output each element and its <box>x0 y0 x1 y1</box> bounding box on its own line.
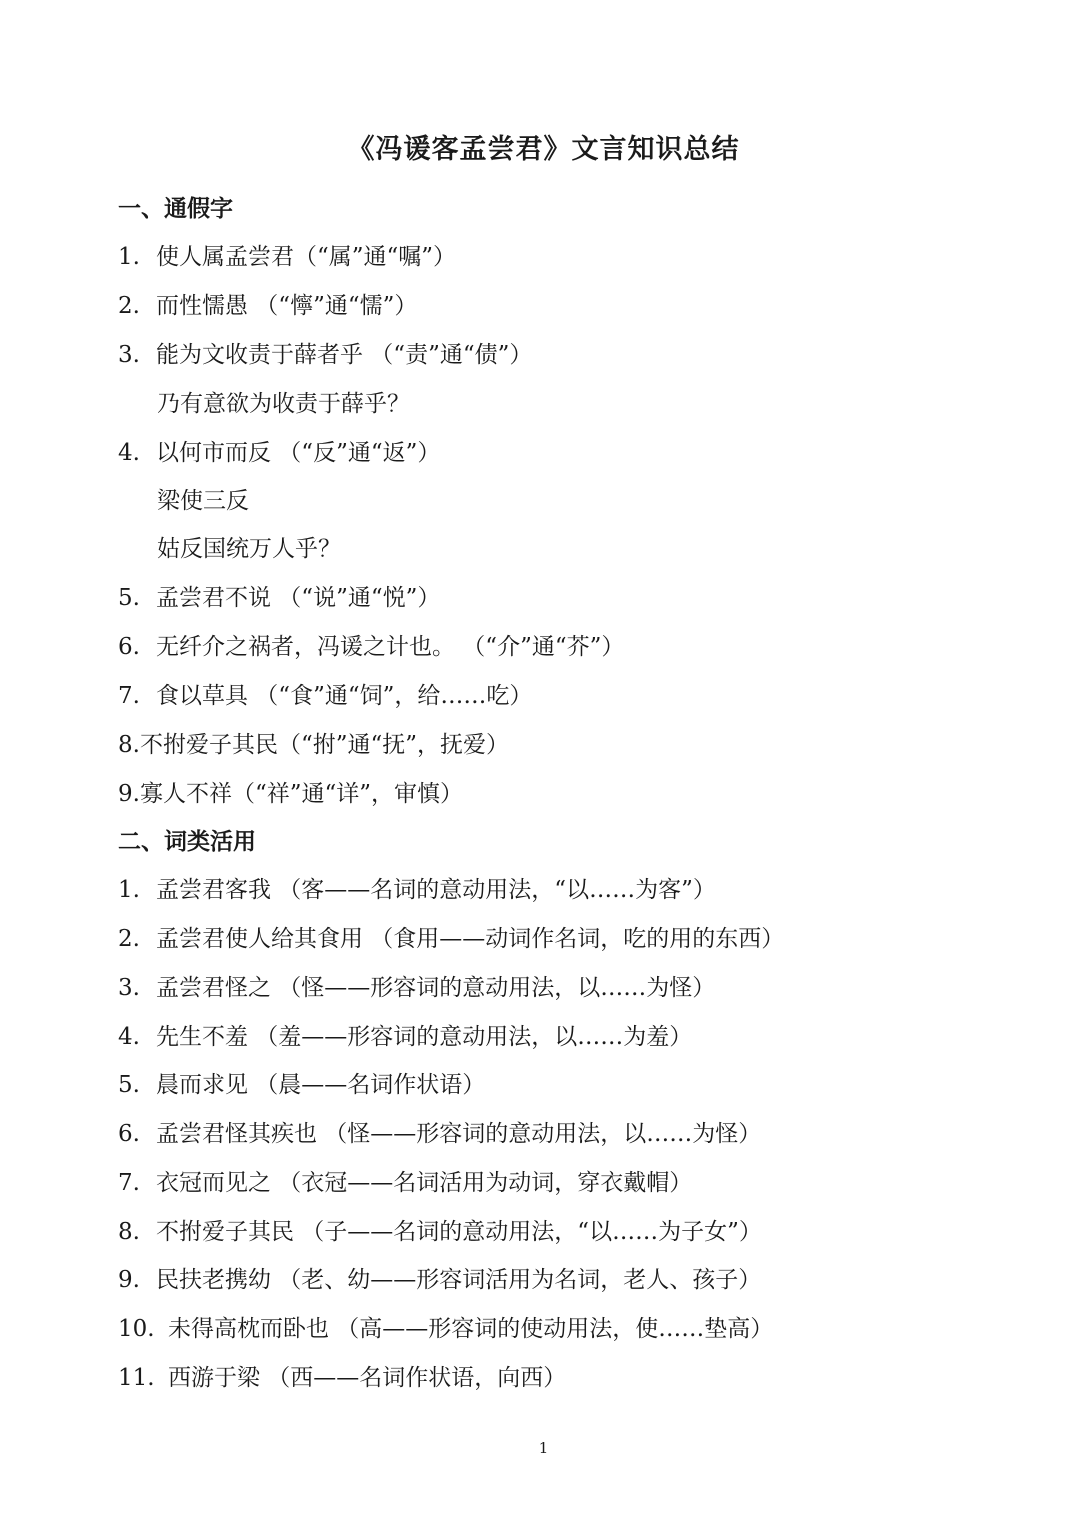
item-text: 不拊爱子其民 （子——名词的意动用法，“以……为子女”） <box>156 1219 762 1245</box>
section-heading-cilei-huoyong: 二、词类活用 <box>118 828 256 855</box>
list-item <box>118 1215 762 1249</box>
item-text: 使人属孟尝君（“属”通“嘱”） <box>156 244 457 270</box>
list-item <box>118 338 532 372</box>
list-item <box>118 1361 566 1395</box>
item-text: 寡人不祥（“祥”通“详”，审慎） <box>139 781 463 807</box>
list-item <box>118 1068 485 1102</box>
section-heading-tongjiazi: 一、通假字 <box>118 195 233 222</box>
list-item <box>118 873 716 907</box>
list-item <box>118 1263 761 1297</box>
item-number: 9. <box>118 1267 140 1293</box>
item-number: 3. <box>118 342 140 368</box>
item-number: 2. <box>118 926 140 952</box>
item-number: 11. <box>118 1365 155 1391</box>
item-number: 7. <box>118 683 140 709</box>
item-text: 民扶老携幼 （老、幼——形容词活用为名词，老人、孩子） <box>156 1267 762 1293</box>
page-number: 1 <box>538 1439 549 1457</box>
item-number: 5. <box>118 1072 140 1098</box>
list-item <box>118 922 784 956</box>
list-item <box>118 630 624 664</box>
item-text: 食以草具 （“食”通“饲”，给……吃） <box>156 683 533 709</box>
item-text: 孟尝君客我 （客——名词的意动用法，“以……为客”） <box>156 877 716 903</box>
list-item <box>118 679 532 713</box>
item-text: 孟尝君使人给其食用 （食用——动词作名词，吃的用的东西） <box>156 926 785 952</box>
item-text: 能为文收责于薛者乎 （“责”通“债”） <box>156 342 533 368</box>
item-number: 6. <box>118 1121 140 1147</box>
item-text: 无纤介之祸者，冯谖之计也。 （“介”通“芥”） <box>156 634 625 660</box>
item-text: 以何市而反 （“反”通“返”） <box>156 440 441 466</box>
item-number: 8. <box>118 1219 140 1245</box>
list-item <box>118 777 463 811</box>
item-text: 孟尝君不说 （“说”通“悦”） <box>156 585 441 611</box>
list-item <box>118 436 440 470</box>
item-text: 西游于梁 （西——名词作状语，向西） <box>168 1365 567 1391</box>
list-item <box>118 581 440 615</box>
item-number: 9. <box>118 781 140 807</box>
item-number: 4. <box>118 440 140 466</box>
item-number: 8. <box>118 732 140 758</box>
item-text: 晨而求见 （晨——名词作状语） <box>156 1072 486 1098</box>
list-item <box>118 1166 692 1200</box>
list-item <box>118 1020 692 1054</box>
item-text: 先生不羞 （羞——形容词的意动用法，以……为羞） <box>156 1024 693 1050</box>
item-text: 衣冠而见之 （衣冠——名词活用为动词，穿衣戴帽） <box>156 1170 693 1196</box>
document-title: 《冯谖客孟尝君》文言知识总结 <box>347 134 740 165</box>
item-number: 1. <box>118 877 140 903</box>
item-number: 6. <box>118 634 140 660</box>
item-text: 孟尝君怪之 （怪——形容词的意动用法，以……为怪） <box>156 975 716 1001</box>
item-continuation: 梁使三反 <box>157 488 249 514</box>
list-item <box>118 240 456 274</box>
item-text: 而性懦愚 （“懧”通“懦”） <box>156 293 418 319</box>
list-item <box>118 289 417 323</box>
item-number: 4. <box>118 1024 140 1050</box>
list-item <box>118 1312 773 1346</box>
item-number: 1. <box>118 244 140 270</box>
item-continuation: 乃有意欲为收责于薛乎？ <box>157 391 410 417</box>
item-number: 3. <box>118 975 140 1001</box>
list-item <box>118 728 509 762</box>
item-text: 未得高枕而卧也 （高——形容词的使动用法，使……垫高） <box>168 1316 774 1342</box>
item-number: 2. <box>118 293 140 319</box>
item-continuation: 姑反国统万人乎？ <box>157 536 341 562</box>
item-number: 7. <box>118 1170 140 1196</box>
item-text: 孟尝君怪其疾也 （怪——形容词的意动用法，以……为怪） <box>156 1121 762 1147</box>
list-item <box>118 1117 761 1151</box>
item-number: 5. <box>118 585 140 611</box>
item-number: 10. <box>118 1316 155 1342</box>
item-text: 不拊爱子其民（“拊”通“抚”，抚爱） <box>139 732 509 758</box>
list-item <box>118 971 715 1005</box>
